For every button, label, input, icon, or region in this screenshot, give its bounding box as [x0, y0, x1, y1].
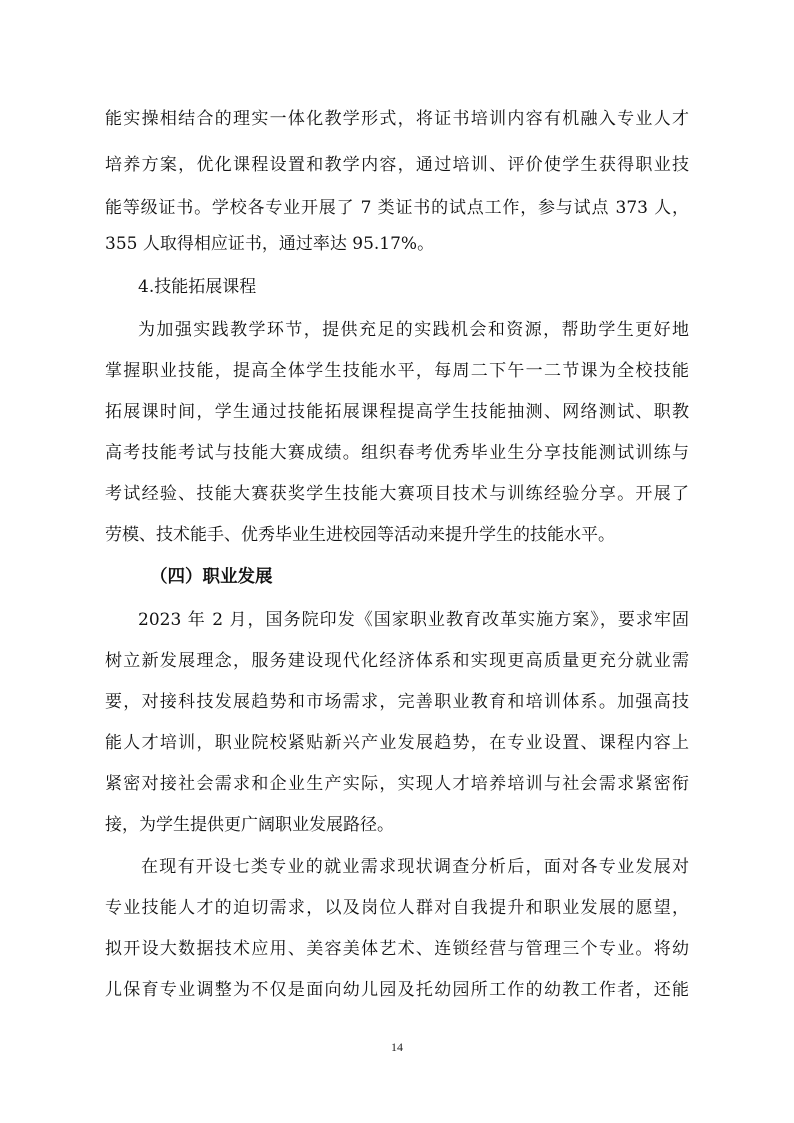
paragraph-line: 专业技能人才的迫切需求，以及岗位人群对自我提升和职业发展的愿望， [105, 898, 689, 918]
paragraph-line: 能人才培训，职业院校紧贴新兴产业发展趋势，在专业设置、课程内容上 [105, 733, 689, 753]
paragraph-line: 紧密对接社会需求和企业生产实际，实现人才培养培训与社会需求紧密衔 [105, 774, 689, 794]
paragraph-line: 劳模、技术能手、优秀毕业生进校园等活动来提升学生的技能水平。 [105, 525, 615, 545]
paragraph-line: 2023 年 2 月，国务院印发《国家职业教育改革实施方案》，要求牢固 [138, 610, 689, 630]
paragraph-line: 拓展课时间，学生通过技能拓展课程提高学生技能抽测、网络测试、职教 [105, 402, 689, 422]
section-subheading: 4.技能拓展课程 [138, 277, 257, 297]
paragraph-line: 要，对接科技发展趋势和市场需求，完善职业教育和培训体系。加强高技 [105, 692, 689, 712]
paragraph-line: 能等级证书。学校各专业开展了 7 类证书的试点工作，参与试点 373 人， [105, 198, 689, 218]
paragraph-line: 在现有开设七类专业的就业需求现状调查分析后，面对各专业发展对 [141, 857, 689, 877]
paragraph-line: 为加强实践教学环节，提供充足的实践机会和资源，帮助学生更好地 [138, 320, 689, 340]
paragraph-line: 树立新发展理念，服务建设现代化经济体系和实现更高质量更充分就业需 [105, 651, 689, 671]
paragraph-line: 高考技能考试与技能大赛成绩。组织春考优秀毕业生分享技能测试训练与 [105, 443, 689, 463]
paragraph-line: 儿保育专业调整为不仅是面向幼儿园及托幼园所工作的幼教工作者，还能 [105, 980, 689, 1000]
paragraph-line: 拟开设大数据技术应用、美容美体艺术、连锁经营与管理三个专业。将幼 [105, 939, 689, 959]
page-number: 14 [391, 1040, 403, 1054]
paragraph-line: 培养方案，优化课程设置和教学内容，通过培训、评价使学生获得职业技 [105, 155, 689, 175]
paragraph-line: 考试经验、技能大赛获奖学生技能大赛项目技术与训练经验分享。开展了 [105, 484, 689, 504]
paragraph-line: 355 人取得相应证书，通过率达 95.17%。 [105, 234, 435, 254]
section-heading: （四）职业发展 [150, 567, 273, 587]
paragraph-line: 接，为学生提供更广阔职业发展路径。 [105, 815, 394, 835]
paragraph-line: 能实操相结合的理实一体化教学形式，将证书培训内容有机融入专业人才 [105, 109, 689, 129]
paragraph-line: 掌握职业技能，提高全体学生技能水平，每周二下午一二节课为全校技能 [105, 361, 689, 381]
